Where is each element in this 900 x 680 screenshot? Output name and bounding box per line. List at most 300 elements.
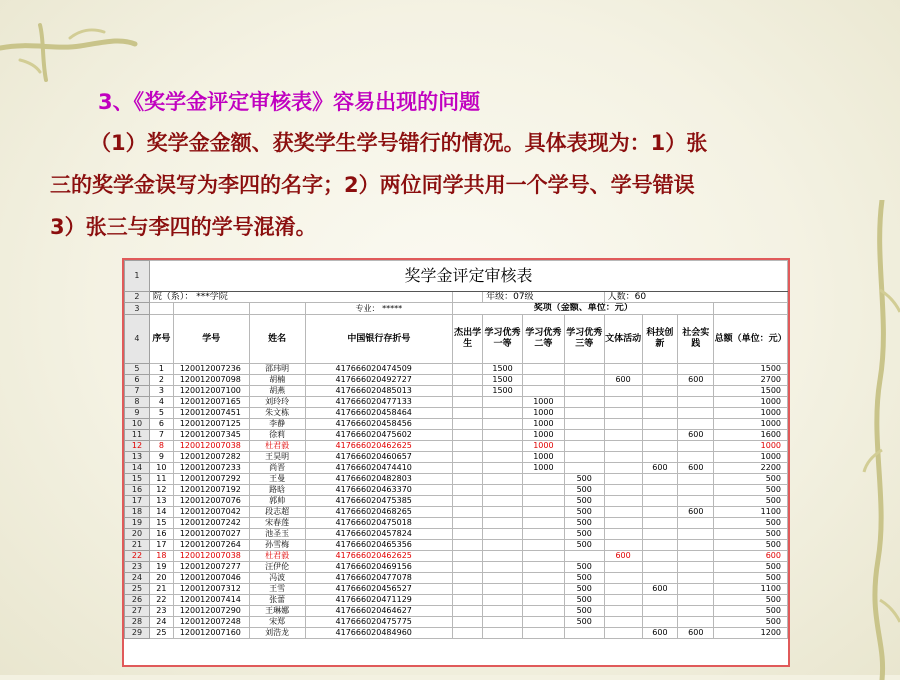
cell-award-arts xyxy=(604,452,642,463)
cell-bank-account: 417666020484960 xyxy=(305,628,453,639)
cell-total: 1100 xyxy=(714,507,788,518)
cell-student-id: 120012007282 xyxy=(173,452,249,463)
cell-award-study-1 xyxy=(483,606,523,617)
cell-award-study-3 xyxy=(564,441,604,452)
cell-seq: 14 xyxy=(149,507,173,518)
cell-name: 邵玮明 xyxy=(249,364,305,375)
table-row xyxy=(125,375,788,386)
cell-award-arts xyxy=(604,364,642,375)
cell-student-id: 120012007345 xyxy=(173,430,249,441)
cell-student-id: 120012007027 xyxy=(173,529,249,540)
cell-award-arts xyxy=(604,518,642,529)
cell-bank-account: 417666020460657 xyxy=(305,452,453,463)
cell-bank-account: 417666020474410 xyxy=(305,463,453,474)
cell-seq: 23 xyxy=(149,606,173,617)
cell-award-tech xyxy=(642,430,678,441)
description-line-2: 三的奖学金误写为李四的名字；2）两位同学共用一个学号、学号错误 xyxy=(50,173,695,197)
cell-student-id: 120012007125 xyxy=(173,419,249,430)
cell-bank-account: 417666020457824 xyxy=(305,529,453,540)
cell-award-tech xyxy=(642,562,678,573)
cell-total: 1000 xyxy=(714,408,788,419)
empty-cell xyxy=(453,292,483,303)
cell-award-study-3: 500 xyxy=(564,540,604,551)
cell-award-study-2: 1000 xyxy=(522,430,564,441)
cell-award-arts xyxy=(604,397,642,408)
empty-cell xyxy=(173,303,249,315)
table-row xyxy=(125,595,788,606)
row-number: 11 xyxy=(125,430,150,441)
cell-award-tech xyxy=(642,375,678,386)
slide-title: 3、《奖学金评定审核表》容易出现的问题 xyxy=(98,90,481,114)
row-number: 15 xyxy=(125,474,150,485)
cell-award-study-3: 500 xyxy=(564,529,604,540)
header-award-social: 社会实践 xyxy=(678,315,714,364)
cell-award-outstanding xyxy=(453,628,483,639)
cell-award-social: 600 xyxy=(678,463,714,474)
cell-name: 王琳娜 xyxy=(249,606,305,617)
header-award-tech: 科技创新 xyxy=(642,315,678,364)
cell-student-id: 120012007038 xyxy=(173,441,249,452)
row-number: 29 xyxy=(125,628,150,639)
table-row xyxy=(125,573,788,584)
cell-total: 500 xyxy=(714,595,788,606)
cell-name: 朱文栋 xyxy=(249,408,305,419)
cell-total: 500 xyxy=(714,606,788,617)
header-total: 总额（单位：元） xyxy=(714,315,788,364)
cell-name: 郭帅 xyxy=(249,496,305,507)
header-award-study-1: 学习优秀一等 xyxy=(483,315,523,364)
cell-bank-account: 417666020458456 xyxy=(305,419,453,430)
table-row xyxy=(125,606,788,617)
cell-name: 路晗 xyxy=(249,485,305,496)
header-student-id: 学号 xyxy=(173,315,249,364)
row-number: 8 xyxy=(125,397,150,408)
row-number: 24 xyxy=(125,573,150,584)
cell-bank-account: 417666020456527 xyxy=(305,584,453,595)
cell-award-study-1: 1500 xyxy=(483,386,523,397)
cell-award-social xyxy=(678,573,714,584)
cell-award-outstanding xyxy=(453,375,483,386)
cell-name: 王昊明 xyxy=(249,452,305,463)
table-row xyxy=(125,529,788,540)
cell-award-study-1 xyxy=(483,584,523,595)
table-row xyxy=(125,430,788,441)
cell-award-outstanding xyxy=(453,408,483,419)
cell-award-social: 600 xyxy=(678,628,714,639)
cell-award-study-2 xyxy=(522,507,564,518)
cell-award-tech: 600 xyxy=(642,463,678,474)
cell-name: 胡燕 xyxy=(249,386,305,397)
cell-award-social xyxy=(678,397,714,408)
cell-total: 1000 xyxy=(714,441,788,452)
cell-student-id: 120012007046 xyxy=(173,573,249,584)
cell-award-arts xyxy=(604,386,642,397)
cell-award-study-3: 500 xyxy=(564,485,604,496)
cell-name: 冯波 xyxy=(249,573,305,584)
cell-award-study-2: 1000 xyxy=(522,463,564,474)
table-row xyxy=(125,485,788,496)
cell-award-study-1 xyxy=(483,496,523,507)
cell-student-id: 120012007192 xyxy=(173,485,249,496)
cell-seq: 10 xyxy=(149,463,173,474)
cell-award-arts xyxy=(604,529,642,540)
cell-award-study-3: 500 xyxy=(564,562,604,573)
cell-award-study-3: 500 xyxy=(564,573,604,584)
cell-award-study-1 xyxy=(483,430,523,441)
cell-award-arts xyxy=(604,606,642,617)
cell-award-study-3 xyxy=(564,463,604,474)
cell-award-arts: 600 xyxy=(604,375,642,386)
row-number: 22 xyxy=(125,551,150,562)
cell-award-tech xyxy=(642,386,678,397)
description-line-1: （1）奖学金金额、获奖学生学号错行的情况。具体表现为：1）张 xyxy=(90,131,708,155)
cell-award-study-2 xyxy=(522,606,564,617)
cell-award-study-2 xyxy=(522,584,564,595)
cell-student-id: 120012007098 xyxy=(173,375,249,386)
table-row xyxy=(125,386,788,397)
cell-total: 500 xyxy=(714,529,788,540)
cell-award-social xyxy=(678,551,714,562)
header-award-study-3: 学习优秀三等 xyxy=(564,315,604,364)
cell-award-outstanding xyxy=(453,474,483,485)
cell-total: 500 xyxy=(714,573,788,584)
cell-award-study-3: 500 xyxy=(564,606,604,617)
cell-award-tech xyxy=(642,551,678,562)
cell-seq: 11 xyxy=(149,474,173,485)
cell-student-id: 120012007160 xyxy=(173,628,249,639)
cell-award-social xyxy=(678,595,714,606)
cell-award-social xyxy=(678,518,714,529)
cell-award-outstanding xyxy=(453,419,483,430)
cell-bank-account: 417666020471129 xyxy=(305,595,453,606)
cell-bank-account: 417666020463370 xyxy=(305,485,453,496)
problem-description xyxy=(50,122,840,248)
cell-seq: 13 xyxy=(149,496,173,507)
cell-student-id: 120012007242 xyxy=(173,518,249,529)
cell-seq: 9 xyxy=(149,452,173,463)
cell-award-outstanding xyxy=(453,397,483,408)
cell-name: 汪伊伦 xyxy=(249,562,305,573)
cell-award-social xyxy=(678,419,714,430)
cell-award-tech xyxy=(642,606,678,617)
cell-award-study-1 xyxy=(483,397,523,408)
cell-bank-account: 417666020475775 xyxy=(305,617,453,628)
cell-award-tech xyxy=(642,573,678,584)
cell-award-outstanding xyxy=(453,452,483,463)
table-row xyxy=(125,452,788,463)
row-number: 16 xyxy=(125,485,150,496)
row-number: 13 xyxy=(125,452,150,463)
header-name: 姓名 xyxy=(249,315,305,364)
cell-award-outstanding xyxy=(453,595,483,606)
cell-award-study-1 xyxy=(483,452,523,463)
cell-name: 宋郑 xyxy=(249,617,305,628)
cell-award-arts xyxy=(604,562,642,573)
cell-name: 张蕾 xyxy=(249,595,305,606)
cell-total: 1500 xyxy=(714,364,788,375)
cell-award-social xyxy=(678,474,714,485)
cell-award-study-3 xyxy=(564,375,604,386)
empty-cell xyxy=(149,303,173,315)
cell-name: 刘浩龙 xyxy=(249,628,305,639)
cell-award-social: 600 xyxy=(678,375,714,386)
cell-award-social: 600 xyxy=(678,430,714,441)
cell-name: 池圣玉 xyxy=(249,529,305,540)
cell-bank-account: 417666020475385 xyxy=(305,496,453,507)
cell-seq: 17 xyxy=(149,540,173,551)
cell-award-arts xyxy=(604,408,642,419)
cell-award-study-3 xyxy=(564,628,604,639)
cell-award-outstanding xyxy=(453,485,483,496)
count-info: 人数：60 xyxy=(604,292,787,303)
cell-award-tech xyxy=(642,408,678,419)
cell-bank-account: 417666020475018 xyxy=(305,518,453,529)
cell-award-arts xyxy=(604,507,642,518)
cell-award-tech xyxy=(642,540,678,551)
cell-bank-account: 417666020477133 xyxy=(305,397,453,408)
cell-award-tech xyxy=(642,485,678,496)
cell-award-study-3 xyxy=(564,386,604,397)
cell-total: 1200 xyxy=(714,628,788,639)
cell-award-study-1 xyxy=(483,507,523,518)
cell-award-study-3 xyxy=(564,551,604,562)
cell-seq: 5 xyxy=(149,408,173,419)
row-number: 26 xyxy=(125,595,150,606)
cell-award-social xyxy=(678,584,714,595)
cell-seq: 7 xyxy=(149,430,173,441)
row-number: 19 xyxy=(125,518,150,529)
empty-cell xyxy=(249,303,305,315)
cell-award-tech xyxy=(642,595,678,606)
cell-student-id: 120012007042 xyxy=(173,507,249,518)
cell-award-study-1 xyxy=(483,485,523,496)
cell-total: 500 xyxy=(714,485,788,496)
cell-seq: 8 xyxy=(149,441,173,452)
cell-award-study-3: 500 xyxy=(564,496,604,507)
cell-total: 500 xyxy=(714,518,788,529)
cell-award-outstanding xyxy=(453,496,483,507)
cell-award-social xyxy=(678,529,714,540)
cell-student-id: 120012007236 xyxy=(173,364,249,375)
cell-award-tech xyxy=(642,496,678,507)
cell-bank-account: 417666020468265 xyxy=(305,507,453,518)
cell-award-study-1 xyxy=(483,529,523,540)
cell-award-study-1 xyxy=(483,474,523,485)
cell-total: 1000 xyxy=(714,452,788,463)
description-line-3: 3）张三与李四的学号混淆。 xyxy=(50,215,317,239)
cell-award-study-1 xyxy=(483,617,523,628)
row-number: 23 xyxy=(125,562,150,573)
cell-seq: 18 xyxy=(149,551,173,562)
cell-award-study-3 xyxy=(564,408,604,419)
cell-award-study-1 xyxy=(483,463,523,474)
cell-seq: 16 xyxy=(149,529,173,540)
cell-total: 2200 xyxy=(714,463,788,474)
cell-award-study-3: 500 xyxy=(564,595,604,606)
table-row xyxy=(125,463,788,474)
cell-award-outstanding xyxy=(453,551,483,562)
cell-seq: 20 xyxy=(149,573,173,584)
cell-award-study-2 xyxy=(522,518,564,529)
table-row xyxy=(125,507,788,518)
cell-award-tech xyxy=(642,617,678,628)
cell-award-arts xyxy=(604,474,642,485)
cell-name: 段志超 xyxy=(249,507,305,518)
cell-award-study-1 xyxy=(483,562,523,573)
cell-award-arts: 600 xyxy=(604,551,642,562)
cell-bank-account: 417666020482803 xyxy=(305,474,453,485)
cell-award-arts xyxy=(604,430,642,441)
cell-award-arts xyxy=(604,463,642,474)
cell-total: 1100 xyxy=(714,584,788,595)
cell-student-id: 120012007076 xyxy=(173,496,249,507)
cell-name: 胡楠 xyxy=(249,375,305,386)
cell-bank-account: 417666020462625 xyxy=(305,441,453,452)
cell-name: 尚晋 xyxy=(249,463,305,474)
cell-award-tech xyxy=(642,364,678,375)
cell-award-study-2: 1000 xyxy=(522,408,564,419)
row-number: 12 xyxy=(125,441,150,452)
cell-award-study-2 xyxy=(522,529,564,540)
cell-seq: 19 xyxy=(149,562,173,573)
cell-award-study-3: 500 xyxy=(564,617,604,628)
cell-total: 500 xyxy=(714,617,788,628)
row-number: 2 xyxy=(125,292,150,303)
row-number: 3 xyxy=(125,303,150,315)
cell-total: 1000 xyxy=(714,397,788,408)
cell-name: 孙雪梅 xyxy=(249,540,305,551)
cell-student-id: 120012007165 xyxy=(173,397,249,408)
row-number: 9 xyxy=(125,408,150,419)
table-row xyxy=(125,397,788,408)
cell-award-outstanding xyxy=(453,584,483,595)
cell-bank-account: 417666020475602 xyxy=(305,430,453,441)
table-row xyxy=(125,628,788,639)
cell-award-study-2: 1000 xyxy=(522,452,564,463)
cell-student-id: 120012007414 xyxy=(173,595,249,606)
cell-bank-account: 417666020464627 xyxy=(305,606,453,617)
cell-award-study-3 xyxy=(564,430,604,441)
cell-name: 徐莉 xyxy=(249,430,305,441)
table-row xyxy=(125,584,788,595)
cell-award-study-2 xyxy=(522,617,564,628)
cell-award-study-2 xyxy=(522,573,564,584)
cell-award-outstanding xyxy=(453,364,483,375)
cell-award-social xyxy=(678,540,714,551)
cell-award-tech: 600 xyxy=(642,628,678,639)
cell-bank-account: 417666020474509 xyxy=(305,364,453,375)
row-number: 25 xyxy=(125,584,150,595)
grade-info: 年级：07级 xyxy=(483,292,605,303)
table-row xyxy=(125,496,788,507)
cell-award-outstanding xyxy=(453,430,483,441)
cell-award-study-1 xyxy=(483,518,523,529)
cell-award-study-1 xyxy=(483,441,523,452)
cell-bank-account: 417666020477078 xyxy=(305,573,453,584)
cell-award-study-3: 500 xyxy=(564,584,604,595)
row-number: 6 xyxy=(125,375,150,386)
row-number: 4 xyxy=(125,315,150,364)
cell-award-outstanding xyxy=(453,562,483,573)
table-row xyxy=(125,419,788,430)
cell-total: 500 xyxy=(714,562,788,573)
cell-award-tech xyxy=(642,474,678,485)
cell-award-arts xyxy=(604,573,642,584)
spreadsheet-screenshot xyxy=(122,258,790,667)
table-row xyxy=(125,562,788,573)
cell-award-tech xyxy=(642,529,678,540)
cell-award-social xyxy=(678,496,714,507)
cell-award-tech xyxy=(642,441,678,452)
cell-seq: 25 xyxy=(149,628,173,639)
cell-award-tech xyxy=(642,452,678,463)
cell-award-study-2 xyxy=(522,595,564,606)
row-number: 18 xyxy=(125,507,150,518)
table-row xyxy=(125,441,788,452)
cell-award-outstanding xyxy=(453,606,483,617)
cell-student-id: 120012007277 xyxy=(173,562,249,573)
empty-cell xyxy=(714,303,788,315)
cell-award-study-3 xyxy=(564,419,604,430)
header-bank-account: 中国银行存折号 xyxy=(305,315,453,364)
cell-award-outstanding xyxy=(453,540,483,551)
row-number: 5 xyxy=(125,364,150,375)
header-award-arts: 文体活动 xyxy=(604,315,642,364)
cell-total: 500 xyxy=(714,540,788,551)
header-award-outstanding: 杰出学生 xyxy=(453,315,483,364)
cell-award-study-1 xyxy=(483,540,523,551)
cell-award-study-1 xyxy=(483,551,523,562)
cell-award-social xyxy=(678,606,714,617)
cell-award-study-2 xyxy=(522,485,564,496)
header-seq: 序号 xyxy=(149,315,173,364)
cell-bank-account: 417666020485013 xyxy=(305,386,453,397)
row-number: 21 xyxy=(125,540,150,551)
cell-award-outstanding xyxy=(453,507,483,518)
sheet-title: 奖学金评定审核表 xyxy=(149,261,787,292)
row-number: 17 xyxy=(125,496,150,507)
cell-award-study-2 xyxy=(522,386,564,397)
cell-student-id: 120012007312 xyxy=(173,584,249,595)
cell-award-social xyxy=(678,452,714,463)
row-number: 14 xyxy=(125,463,150,474)
cell-student-id: 120012007038 xyxy=(173,551,249,562)
cell-award-outstanding xyxy=(453,617,483,628)
cell-award-study-1 xyxy=(483,628,523,639)
table-row xyxy=(125,364,788,375)
cell-seq: 6 xyxy=(149,419,173,430)
table-row xyxy=(125,540,788,551)
cell-award-arts xyxy=(604,584,642,595)
cell-award-study-1 xyxy=(483,419,523,430)
cell-award-outstanding xyxy=(453,518,483,529)
cell-seq: 15 xyxy=(149,518,173,529)
cell-award-outstanding xyxy=(453,529,483,540)
cell-award-arts xyxy=(604,441,642,452)
cell-award-social xyxy=(678,386,714,397)
cell-student-id: 120012007248 xyxy=(173,617,249,628)
vine-decoration-right xyxy=(862,200,900,680)
cell-bank-account: 417666020462625 xyxy=(305,551,453,562)
cell-name: 杜君毅 xyxy=(249,551,305,562)
cell-student-id: 120012007264 xyxy=(173,540,249,551)
cell-total: 600 xyxy=(714,551,788,562)
cell-award-social xyxy=(678,364,714,375)
row-number: 10 xyxy=(125,419,150,430)
cell-award-study-3: 500 xyxy=(564,518,604,529)
cell-award-social xyxy=(678,617,714,628)
cell-seq: 12 xyxy=(149,485,173,496)
